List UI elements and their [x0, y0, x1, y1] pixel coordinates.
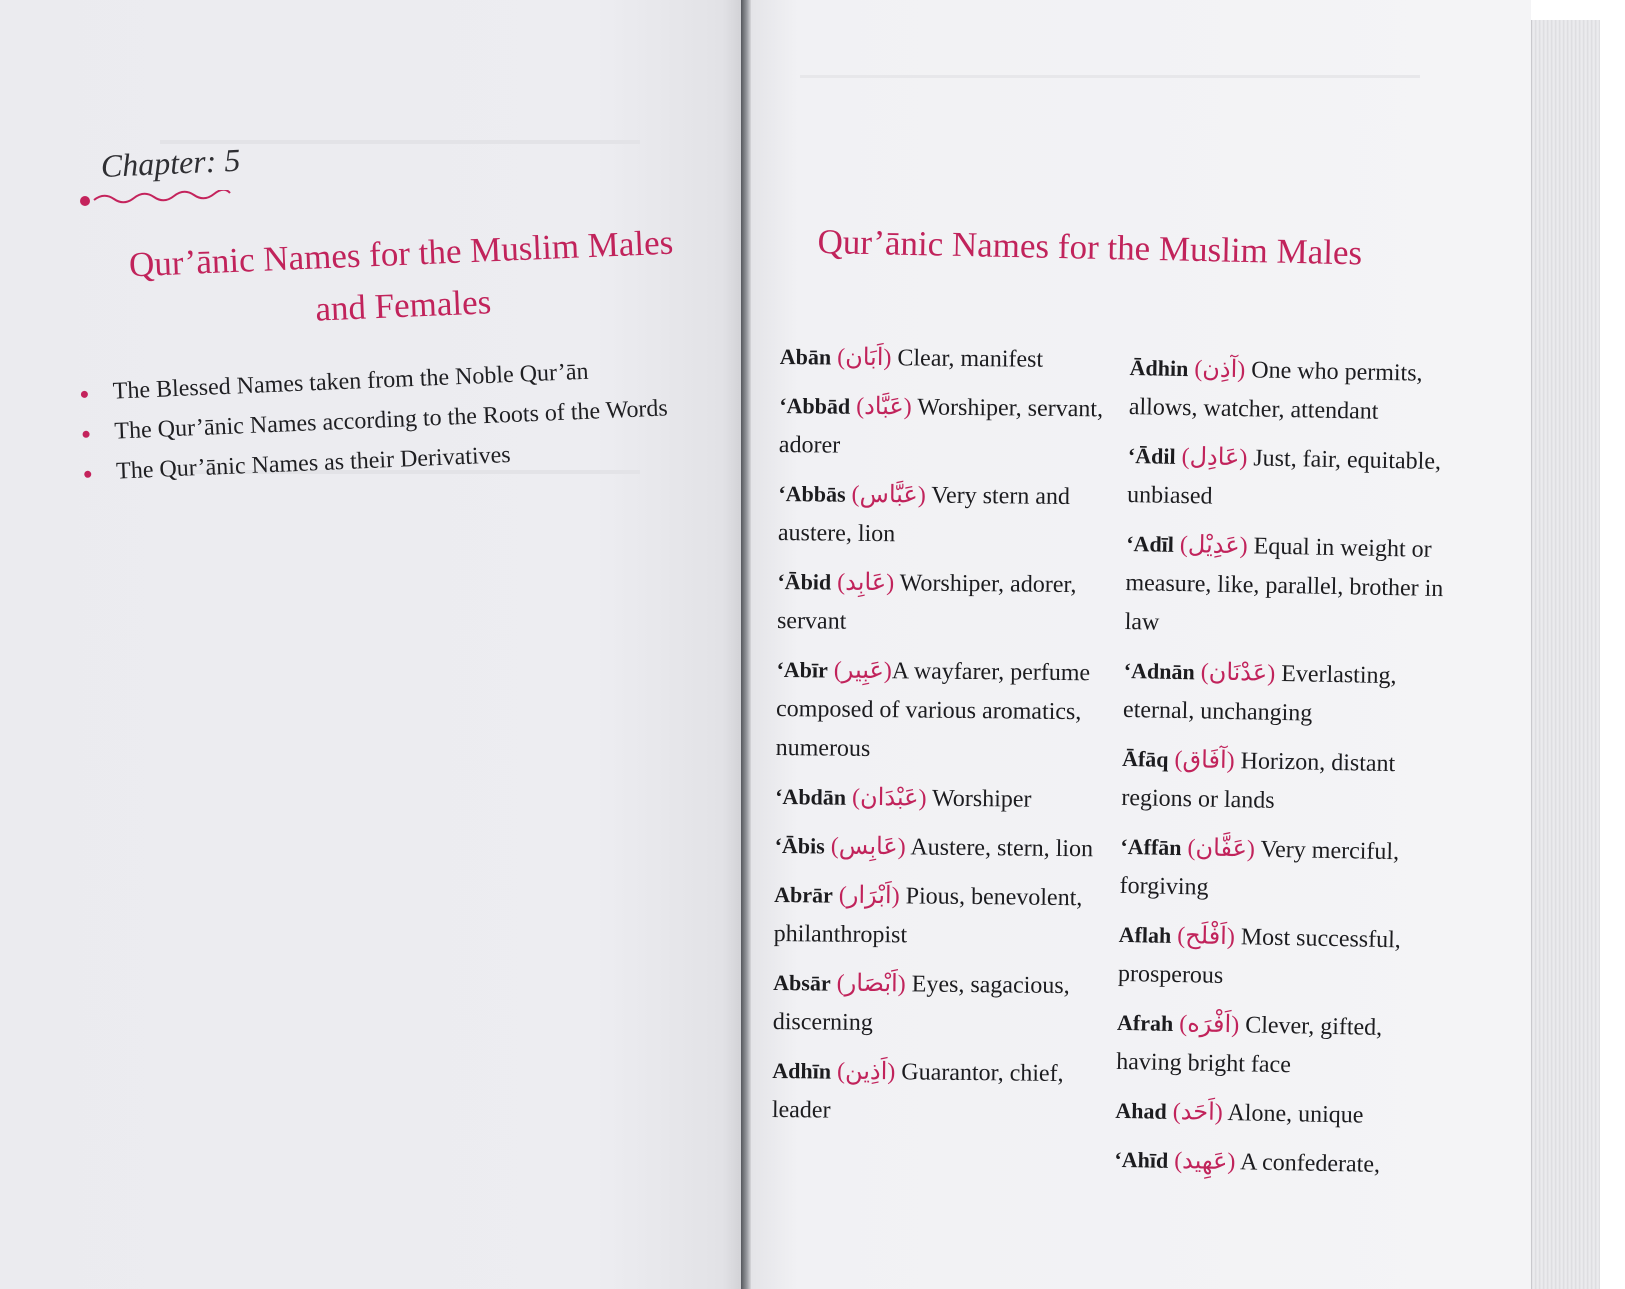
entry-arabic: (عَبَّاد) [856, 393, 912, 421]
entry-meaning: Pious, benevolent, philanthropist [773, 883, 1083, 949]
name-entry [772, 1051, 1103, 1133]
entry-name: Adhīn [772, 1057, 832, 1084]
entry-name: ‘Ahīd [1114, 1146, 1169, 1173]
entry-name: Aflah [1118, 921, 1172, 948]
book-spine [741, 0, 751, 1289]
entry-name: Ahad [1115, 1097, 1167, 1124]
entry-arabic: (عَابِس) [830, 833, 906, 861]
entry-meaning: Worshiper, adorer, servant [776, 570, 1077, 635]
entry-meaning: Horizon, distant regions or lands [1121, 748, 1396, 814]
entry-meaning: One who permits, allows, watcher, attendant [1128, 357, 1423, 425]
name-entry [778, 474, 1109, 556]
name-entry [780, 337, 1110, 380]
bullet-list [80, 348, 670, 492]
name-entry [777, 562, 1108, 644]
entry-arabic: (اَبَان) [837, 344, 892, 372]
name-entry [1118, 915, 1439, 1000]
entry-meaning: Most successful, prosperous [1117, 924, 1402, 989]
entry-arabic: (عَدْنَان) [1200, 659, 1276, 687]
left-title-line-1: Qur’ānic Names for the Muslim Males [128, 222, 674, 285]
entry-arabic: (عَهِيد) [1173, 1148, 1236, 1176]
entry-name: Ādhin [1129, 354, 1189, 382]
bullet-item: The Qur’ānic Names as their Derivatives [83, 428, 670, 492]
names-column-right [1114, 348, 1450, 1195]
entry-meaning: Very stern and austere, lion [777, 482, 1071, 548]
chapter-label: Chapter: 5 [100, 141, 242, 184]
entry-meaning: A wayfarer, perfume composed of various aromatics, numerous [775, 658, 1091, 762]
left-title-line-2: and Females [314, 282, 492, 329]
entry-meaning: Eyes, sagacious, discerning [772, 971, 1070, 1037]
entry-name: ‘Abīr [776, 656, 828, 683]
entry-name: Abān [779, 343, 832, 370]
entry-arabic: (عَبْدَان) [851, 784, 927, 812]
name-entry [1115, 1091, 1436, 1137]
entry-name: ‘Adīl [1126, 530, 1175, 557]
entry-arabic: (اَذِين) [836, 1058, 896, 1086]
name-entry [1121, 739, 1442, 824]
name-entry [1116, 1003, 1437, 1088]
entry-arabic: (عَفَّان) [1187, 835, 1256, 863]
name-entry [775, 650, 1106, 771]
entry-arabic: (عَبَّاس) [851, 481, 926, 509]
bullet-item: The Blessed Names taken from the Noble Qur’ān [80, 348, 667, 412]
entry-meaning: Guarantor, chief, leader [771, 1059, 1064, 1124]
name-entry [773, 963, 1104, 1045]
entry-name: Afrah [1116, 1009, 1174, 1036]
entry-meaning: A confederate, [1239, 1149, 1381, 1178]
entry-arabic: (اَبْصَار) [836, 970, 906, 998]
entry-name: Abrār [774, 881, 833, 908]
name-entry [775, 777, 1105, 820]
name-entry [779, 386, 1110, 468]
wavy-underline-icon [92, 190, 232, 204]
entry-arabic: (اَفْرَه) [1178, 1011, 1240, 1039]
entry-meaning: Clever, gifted, having bright face [1116, 1012, 1383, 1079]
name-entry [1123, 651, 1444, 736]
entry-name: ‘Adnān [1123, 657, 1195, 685]
entry-meaning: Worshiper [931, 785, 1032, 813]
entry-arabic: (اَحَد) [1172, 1098, 1224, 1126]
page-edges [1531, 20, 1600, 1289]
name-entry [1128, 348, 1449, 433]
entry-meaning: Clear, manifest [897, 345, 1044, 373]
entry-arabic: (اَبْرَار) [838, 882, 900, 910]
entry-arabic: (اَفْلَح) [1177, 923, 1236, 951]
entry-meaning: Equal in weight or measure, like, parallel, brother in law [1124, 533, 1444, 636]
entry-arabic: (آذِن) [1194, 356, 1246, 384]
entry-meaning: Everlasting, eternal, unchanging [1122, 660, 1397, 727]
right-page-title: Qur’ānic Names for the Muslim Males [817, 222, 1363, 273]
entry-meaning: Just, fair, equitable, unbiased [1126, 445, 1442, 510]
entry-name: ‘Ābis [774, 832, 825, 859]
entry-name: ‘Abdān [775, 783, 847, 810]
entry-meaning: Alone, unique [1227, 1100, 1364, 1129]
entry-name: Absār [773, 969, 831, 996]
entry-arabic: (عَدِيْل) [1179, 531, 1248, 560]
show-through-texture [800, 75, 1420, 78]
entry-arabic: (عَبِير) [833, 657, 893, 685]
entry-name: ‘Abbād [779, 392, 851, 419]
chapter-bullet-icon [80, 196, 90, 206]
bullet-item: The Qur’ānic Names according to the Roots of the Words [82, 388, 669, 452]
entry-arabic: (آفَاق) [1174, 746, 1235, 775]
entry-name: ‘Abbās [778, 480, 846, 507]
entry-arabic: (عَادِل) [1181, 444, 1248, 472]
entry-meaning: Austere, stern, lion [910, 834, 1094, 863]
entry-name: ‘Ādil [1127, 442, 1176, 469]
name-entry [774, 826, 1104, 869]
name-entry [1127, 436, 1448, 521]
entry-name: Āfāq [1121, 745, 1169, 772]
entry-name: ‘Ābid [777, 568, 832, 595]
entry-meaning: Worshiper, servant, adorer [778, 394, 1104, 459]
name-entry [1124, 524, 1446, 648]
entry-meaning: Very merciful, forgiving [1119, 836, 1400, 901]
name-entry [1114, 1140, 1435, 1186]
names-column-left [772, 337, 1110, 1142]
name-entry [1119, 827, 1440, 912]
entry-arabic: (عَابِد) [837, 569, 895, 597]
name-entry [774, 875, 1105, 957]
entry-name: ‘Affān [1120, 833, 1182, 861]
